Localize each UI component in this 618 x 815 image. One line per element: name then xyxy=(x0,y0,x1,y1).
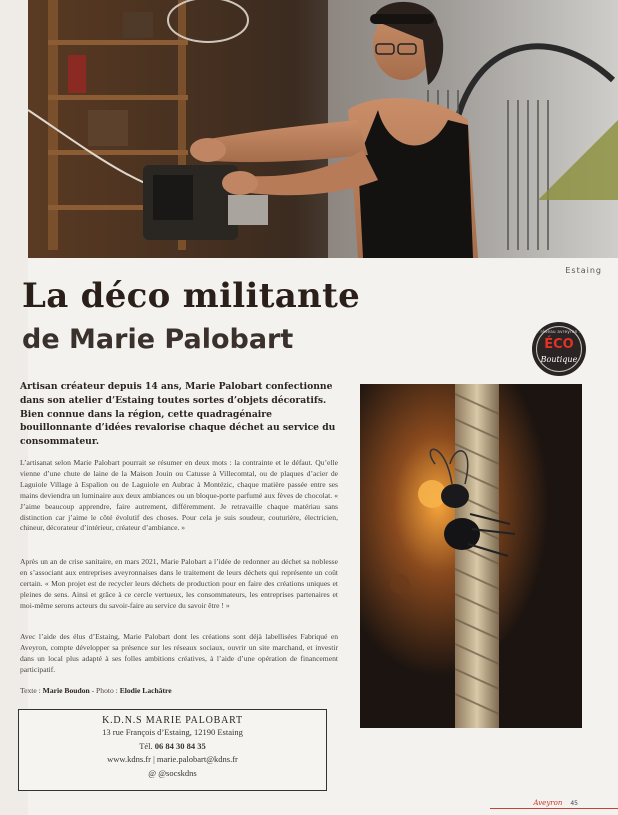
article-subtitle: de Marie Palobart xyxy=(22,324,294,355)
contact-address: 13 rue François d’Estaing, 12190 Estaing xyxy=(102,727,243,737)
footer-rule xyxy=(490,808,618,809)
contact-phone-line xyxy=(19,740,326,754)
contact-web[interactable]: www.kdns.fr | marie.palobart@kdns.fr xyxy=(107,754,238,764)
credits-separator: - xyxy=(89,686,97,695)
badge-sub-text: Boutique xyxy=(540,355,578,364)
credits-text-author: Marie Boudon xyxy=(42,686,90,695)
header-photo-artisan-at-work xyxy=(28,0,618,258)
badge-logo-text: ÉCO xyxy=(544,337,574,352)
article-credits xyxy=(20,686,172,695)
badge-top-text: « réseau avreyron » xyxy=(536,329,582,334)
contact-box xyxy=(18,709,327,791)
credits-text-label: Texte : xyxy=(20,686,43,695)
side-photo-rope-lamp xyxy=(360,384,582,728)
contact-name: K.D.N.S MARIE PALOBART xyxy=(102,715,243,726)
contact-phone-label: Tél. xyxy=(139,740,155,751)
article-paragraph-2: Après un an de crise sanitaire, en mars 2021, Marie Palobart a l’idée de redonner au déchet sa noblesse en s’associant aux entreprises aveyronnaises dans le traitement de leurs déchets qui représente un coût certain. « Mon projet est de recycler leurs déchets de production pour en faire des créations uniques et pleines de sens. Ainsi et grâce à ce cercle vertueux, les consommateurs, les entreprises partenaires et moi-même serons acteurs du savoir-faire au service du savoir être ! » xyxy=(20,557,338,610)
page-number: 45 xyxy=(570,800,578,807)
article-title: La déco militante xyxy=(22,276,361,316)
page-footer xyxy=(533,799,578,807)
eco-boutique-badge xyxy=(532,322,586,376)
credits-photo-label: Photo : xyxy=(96,686,120,695)
article-lead: Artisan créateur depuis 14 ans, Marie Palobart confectionne dans son atelier d’Estaing toutes sortes d’objets décoratifs. Bien connue dans la région, cette quadragénaire bouillonnante d’idées revalorise chaque déchet au service du consommateur. xyxy=(20,381,336,448)
contact-instagram[interactable]: @ @socskdns xyxy=(148,767,197,778)
location-label: Estaing xyxy=(565,266,602,275)
credits-photo-author: Elodie Lachâtre xyxy=(119,686,172,695)
article-paragraph-1: L’artisanat selon Marie Palobart pourrait se résumer en deux mots : la contrainte et le défaut. Qu’elle vienne d’une chute de laine de la Maison Jouin ou Catusse à Villecomtal, ou de plaques d’acier de Laguiole Village à Espalion ou de Laguiole en Aubrac à Montézic, chaque matière passée entre ses mains deviendra un luminaire aux deux ambiances ou un bloque-porte parfumé aux fèves de chocolat. « J’aime beaucoup apprendre, faire autrement, différemment. Je retravaille chaque matériau sans distinction car j’aime le côté évolutif des choses. Pour cela je suis soudeur, couturière, électricien, chineur, décorateur d’intérieur, créateur d’ambiance. » xyxy=(20,458,338,533)
contact-phone[interactable]: 06 84 30 84 35 xyxy=(154,740,206,751)
article-paragraph-3: Avec l’aide des élus d’Estaing, Marie Palobart dont les créations sont déjà labellisées Fabriqué en Aveyron, compte développer sa présence sur les réseaux sociaux, ouvrir un site marchand, et investir dans un local plus adapté à ses folles ambitions créatives, à l’aide d’une opération de financement participatif. xyxy=(20,632,338,674)
magazine-brand: Aveyron xyxy=(533,799,563,807)
